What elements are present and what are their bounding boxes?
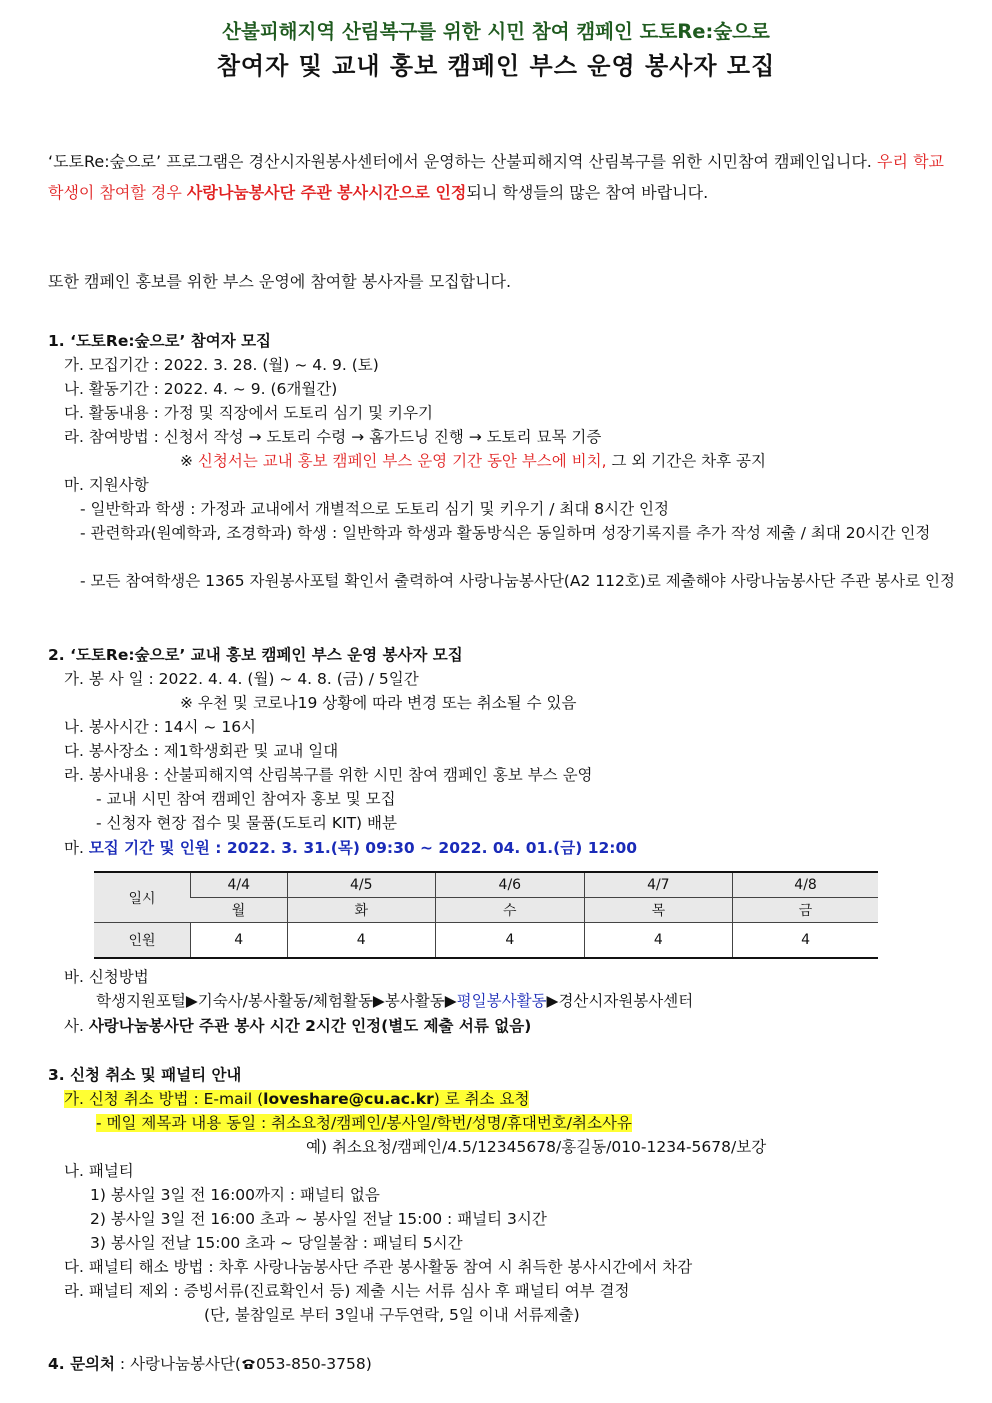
arrow-right-icon: ▶ [546, 992, 559, 1010]
s1-recruit-period: 가. 모집기간 : 2022. 3. 28. (월) ~ 4. 9. (토) [64, 356, 379, 374]
note-text: 그 외 기간은 차후 공지 [606, 452, 766, 470]
note-mark: ※ [180, 452, 198, 470]
date-cell: 4/6 [436, 872, 585, 898]
contact-sep: : [115, 1355, 131, 1373]
mail-format-text: - 메일 제목과 내용 동일 : 취소요청/캠페인/봉사일/학번/성명/휴대번호/취소사유 [96, 1114, 632, 1132]
row-label-date: 일시 [94, 872, 191, 923]
contact-line [48, 1352, 372, 1376]
s2-service-hours: 나. 봉사시간 : 14시 ~ 16시 [64, 718, 257, 736]
s3-mail-example: 예) 취소요청/캠페인/4.5/12345678/홍길동/010-1234-5678/보강 [306, 1138, 767, 1156]
s1-support-item-3: - 모든 참여학생은 1365 자원봉사포털 확인서 출력하여 사랑나눔봉사단(A2 112호)로 제출해야 사랑나눔봉사단 주관 봉사로 인정 [80, 572, 955, 590]
day-cell: 목 [584, 898, 733, 923]
recruit-period-text: 모집 기간 및 인원 : 2022. 3. 31.(목) 09:30 ~ 2022. 04. 01.(금) 12:00 [88, 839, 638, 857]
s2-content-item-2: - 신청자 현장 접수 및 물품(도토리 KIT) 배분 [96, 814, 397, 832]
section3-heading: 3. 신청 취소 및 패널티 안내 [48, 1066, 242, 1084]
path-step: 경산시자원봉사센터 [558, 992, 694, 1010]
contact-org: 사랑나눔봉사단( [130, 1355, 241, 1373]
s3-penalty-item-3: 3) 봉사일 전날 15:00 초과 ~ 당일불참 : 패널티 5시간 [90, 1234, 463, 1252]
cancel-text: 가. 신청 취소 방법 : E-mail ( [64, 1090, 264, 1108]
day-cell: 화 [287, 898, 436, 923]
s1-method-note [180, 449, 766, 473]
section1-heading: 1. ‘도토Re:숲으로’ 참여자 모집 [48, 332, 272, 350]
table-row [94, 898, 878, 923]
email-link[interactable]: loveshare@cu.ac.kr [263, 1090, 434, 1108]
note-red-text: 신청서는 교내 홍보 캠페인 부스 운영 기간 동안 부스에 비치, [197, 452, 607, 470]
s1-support-heading: 마. 지원사항 [64, 476, 149, 494]
date-cell: 4/7 [584, 872, 733, 898]
count-cell: 4 [584, 923, 733, 959]
contact-label: 4. 문의처 [48, 1355, 115, 1373]
s3-cancel-method [64, 1087, 529, 1111]
phone-icon [241, 1355, 256, 1373]
arrow-right-icon: ▶ [372, 992, 385, 1010]
s3-penalty-item-2: 2) 봉사일 3일 전 16:00 초과 ~ 봉사일 전날 15:00 : 패널티 3시간 [90, 1210, 547, 1228]
item-prefix: 사. [64, 1017, 89, 1035]
s2-recruit-period [64, 836, 637, 860]
path-step: 학생지원포털 [96, 992, 186, 1010]
page-subtitle: 산불피해지역 산림복구를 위한 시민 참여 캠페인 도토Re:숲으로 [222, 20, 770, 43]
schedule-table [94, 871, 878, 959]
service-credit-text: 사랑나눔봉사단 주관 봉사 시간 2시간 인정(별도 제출 서류 없음) [88, 1017, 532, 1035]
date-cell: 4/5 [287, 872, 436, 898]
path-step-highlight: 평일봉사활동 [456, 992, 547, 1010]
apply-path [96, 989, 693, 1013]
s1-activity-content: 다. 활동내용 : 가정 및 직장에서 도토리 심기 및 키우기 [64, 404, 433, 422]
s2-service-dates: 가. 봉 사 일 : 2022. 4. 4. (월) ~ 4. 8. (금) / 5일간 [64, 670, 419, 688]
s2-dates-note: ※ 우천 및 코로나19 상황에 따라 변경 또는 취소될 수 있음 [180, 694, 577, 712]
intro-paragraph-2: 또한 캠페인 홍보를 위한 부스 운영에 참여할 봉사자를 모집합니다. [48, 272, 512, 291]
s1-support-item-2: - 관련학과(원예학과, 조경학과) 학생 : 일반학과 학생과 활동방식은 동일하며 성장기록지를 추가 작성 제출 / 최대 20시간 인정 [80, 524, 931, 542]
cancel-text-end: ) 로 취소 요청 [433, 1090, 530, 1108]
count-cell: 4 [191, 923, 288, 959]
s2-service-place: 다. 봉사장소 : 제1학생회관 및 교내 일대 [64, 742, 339, 760]
s3-penalty-item-1: 1) 봉사일 3일 전 16:00까지 : 패널티 없음 [90, 1186, 380, 1204]
arrow-right-icon: ▶ [185, 992, 198, 1010]
contact-phone[interactable]: 053-850-3758) [255, 1355, 372, 1373]
date-cell: 4/8 [733, 872, 878, 898]
row-label-count: 인원 [94, 923, 191, 959]
day-cell: 금 [733, 898, 878, 923]
s3-penalty-heading: 나. 패널티 [64, 1162, 134, 1180]
s1-participation-method: 라. 참여방법 : 신청서 작성 → 도토리 수령 → 홈가드닝 진행 → 도토리 묘목 기증 [64, 428, 602, 446]
intro-text: ‘도토Re:숲으로’ 프로그램은 경산시자원봉사센터에서 운영하는 산불피해지역 산림복구를 위한 시민참여 캠페인입니다. [48, 152, 878, 171]
s1-activity-period: 나. 활동기간 : 2022. 4. ~ 9. (6개월간) [64, 380, 338, 398]
arrow-right-icon: ▶ [444, 992, 457, 1010]
path-step: 기숙사/봉사활동/체험활동 [197, 992, 373, 1010]
s2-apply-method-heading: 바. 신청방법 [64, 968, 149, 986]
item-prefix: 마. [64, 839, 89, 857]
s3-penalty-resolve: 다. 패널티 해소 방법 : 차후 사랑나눔봉사단 주관 봉사활동 참여 시 취득한 봉사시간에서 차감 [64, 1258, 693, 1276]
day-cell: 월 [191, 898, 288, 923]
intro-paragraph [48, 146, 944, 208]
path-step: 봉사활동 [384, 992, 445, 1010]
s2-service-content: 라. 봉사내용 : 산불피해지역 산림복구를 위한 시민 참여 캠페인 홍보 부스 운영 [64, 766, 593, 784]
count-cell: 4 [733, 923, 878, 959]
table-row [94, 923, 878, 959]
cancel-method-highlight [64, 1090, 529, 1108]
day-cell: 수 [436, 898, 585, 923]
intro-highlight-bold: 사랑나눔봉사단 주관 봉사시간으로 인정 [186, 183, 467, 202]
s2-content-item-1: - 교내 시민 참여 캠페인 참여자 홍보 및 모집 [96, 790, 396, 808]
s2-service-credit [64, 1014, 531, 1038]
date-cell: 4/4 [191, 872, 288, 898]
s3-exempt-note: (단, 불참일로 부터 3일내 구두연락, 5일 이내 서류제출) [204, 1306, 580, 1324]
section2-heading: 2. ‘도토Re:숲으로’ 교내 홍보 캠페인 부스 운영 봉사자 모집 [48, 646, 463, 664]
s1-support-item-1: - 일반학과 학생 : 가정과 교내에서 개별적으로 도토리 심기 및 키우기 / 최대 8시간 인정 [80, 500, 669, 518]
intro-text-end: 되니 학생들의 많은 참여 바랍니다. [466, 183, 709, 202]
s3-penalty-exempt: 라. 패널티 제외 : 증빙서류(진료확인서 등) 제출 시는 서류 심사 후 패널티 여부 결정 [64, 1282, 630, 1300]
s3-mail-format [96, 1111, 632, 1135]
count-cell: 4 [436, 923, 585, 959]
intro-highlight: 우리 학교 학생이 참여할 경우 [48, 152, 944, 202]
table-row [94, 872, 878, 898]
count-cell: 4 [287, 923, 436, 959]
page-title: 참여자 및 교내 홍보 캠페인 부스 운영 봉사자 모집 [216, 52, 776, 80]
